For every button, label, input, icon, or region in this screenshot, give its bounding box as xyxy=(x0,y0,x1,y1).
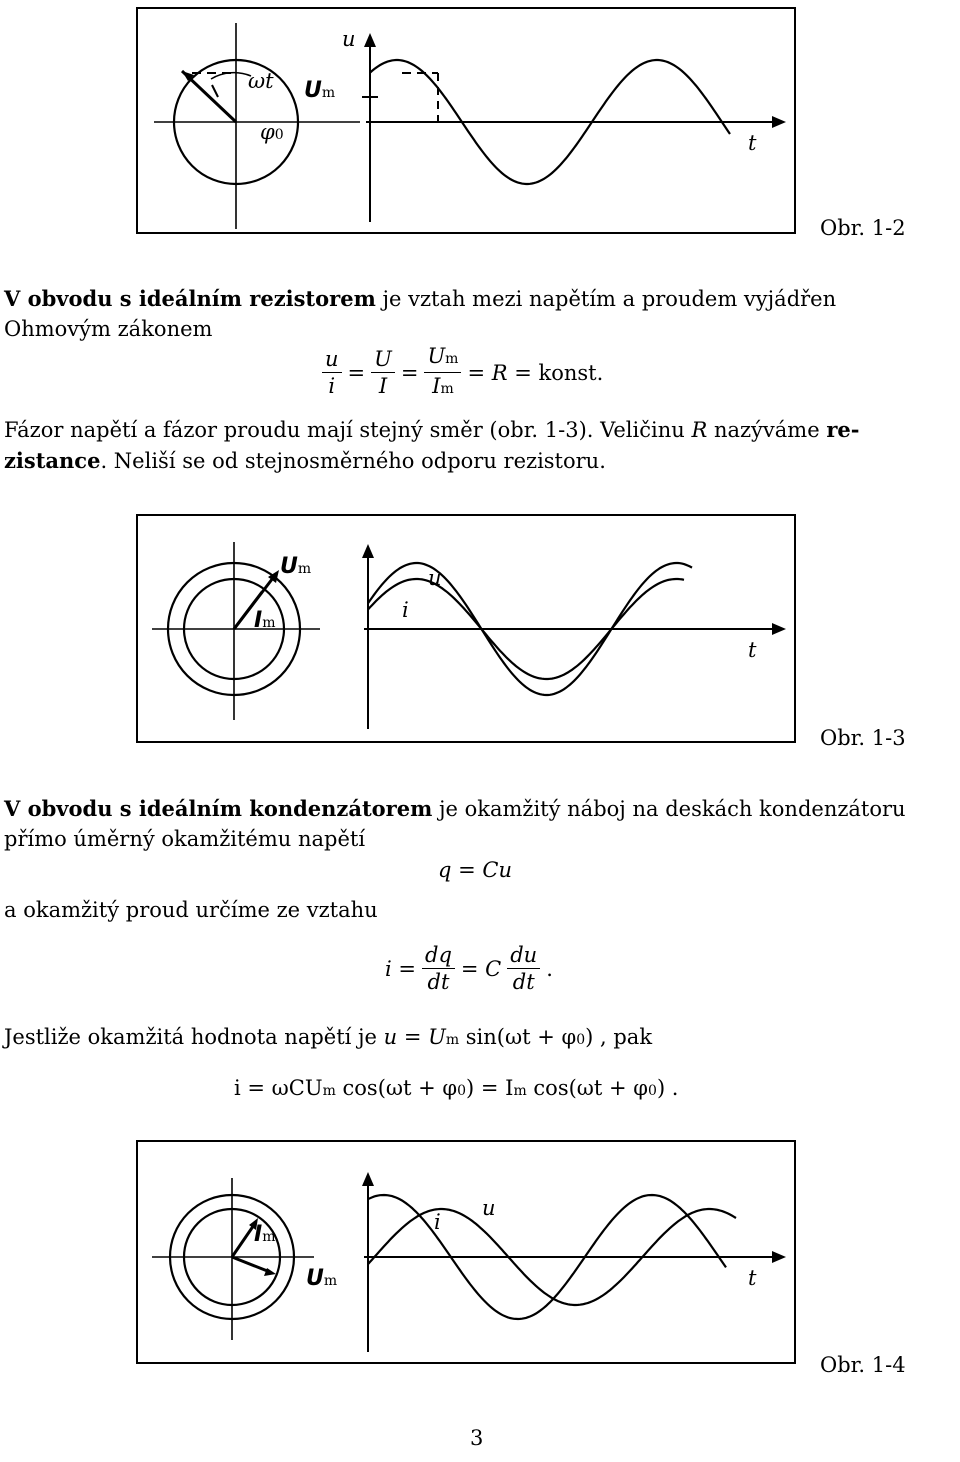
figure-1-2 xyxy=(136,7,796,234)
wave-y-arrowhead xyxy=(364,33,376,47)
current-phasor-label: Im xyxy=(254,1222,276,1247)
u-axis-label: u xyxy=(342,27,356,51)
omega-t-label: ωt xyxy=(248,69,274,93)
paragraph-resistor-line3: Fázor napětí a fázor proudu mají stejný směr (obr. 1-3). Veličinu R nazýváme re- xyxy=(4,417,860,442)
curve-u-label: u xyxy=(482,1196,496,1220)
bold-term: V obvodu s ideálním rezistorem xyxy=(4,286,376,311)
figure-caption: Obr. 1-3 xyxy=(820,726,906,750)
fraction: $\frac{dq}{dt}$ xyxy=(422,942,455,995)
phasor-label: Um xyxy=(304,78,336,103)
voltage-phasor-label: Um xyxy=(306,1266,338,1291)
paragraph-capacitor-line2: přímo úměrný okamžitému napětí xyxy=(4,827,366,851)
page-number: 3 xyxy=(470,1426,484,1450)
bold-term: V obvodu s ideálním kondenzátorem xyxy=(4,796,433,821)
paragraph-capacitor-line1: V obvodu s ideálním kondenzátorem je okamžitý náboj na deskách kondenzátoru xyxy=(4,796,906,821)
current-phasor-label: Im xyxy=(254,608,276,633)
final-equation: i = ωCUm cos(ωt + φ0) = Im cos(ωt + φ0) . xyxy=(234,1076,679,1100)
fraction: $\frac{u}{i}$ xyxy=(322,346,342,399)
ohm-law-equation: $\frac{u}{i}$ = $\frac{U}{I}$ = $\frac{Um}{Im}$ = R = konst. xyxy=(322,343,603,402)
phi-label: φ0 xyxy=(260,120,284,144)
wave-x-arrowhead xyxy=(772,1251,786,1263)
wave-y-arrowhead xyxy=(362,1172,374,1186)
curve-u-label: u xyxy=(428,566,442,590)
voltage-phasor xyxy=(232,1257,270,1272)
figure-caption: Obr. 1-4 xyxy=(820,1353,906,1377)
paragraph-capacitor-line3: a okamžitý proud určíme ze vztahu xyxy=(4,898,378,922)
omega-t-arrow xyxy=(212,85,218,97)
wave-x-arrowhead xyxy=(772,116,786,128)
paragraph-capacitor-line4: Jestliže okamžitá hodnota napětí je u = Um sin(ωt + φ0) , pak xyxy=(4,1025,653,1049)
figure-1-4-graphic xyxy=(136,1140,796,1365)
current-equation: i = $\frac{dq}{dt}$ = C $\frac{du}{dt}$ . xyxy=(385,943,553,994)
t-axis-label: t xyxy=(748,131,757,155)
curve-i-label: i xyxy=(402,598,409,622)
figure-caption: Obr. 1-2 xyxy=(820,216,906,240)
wave-x-arrowhead xyxy=(772,623,786,635)
fraction: $\frac{U}{I}$ xyxy=(371,346,395,399)
fraction: $\frac{Um}{Im}$ xyxy=(424,343,461,402)
t-axis-label: t xyxy=(748,638,757,662)
figure-1-4 xyxy=(136,1140,796,1365)
curve-i-label: i xyxy=(434,1210,441,1234)
figure-1-3 xyxy=(136,514,796,744)
figure-1-2-graphic xyxy=(136,7,796,234)
wave-y-arrowhead xyxy=(362,544,374,558)
paragraph-resistor-line2: Ohmovým zákonem xyxy=(4,317,213,341)
fraction: $\frac{du}{dt}$ xyxy=(507,942,540,995)
charge-equation: q = Cu xyxy=(438,858,512,882)
figure-1-3-graphic xyxy=(136,514,796,744)
paragraph-resistor-line4: zistance. Neliší se od stejnosměrného odporu rezistoru. xyxy=(4,448,606,473)
t-axis-label: t xyxy=(748,1266,757,1290)
paragraph-resistor-line1: V obvodu s ideálním rezistorem je vztah mezi napětím a proudem vyjádřen xyxy=(4,286,837,311)
voltage-phasor-label: Um xyxy=(280,554,312,579)
